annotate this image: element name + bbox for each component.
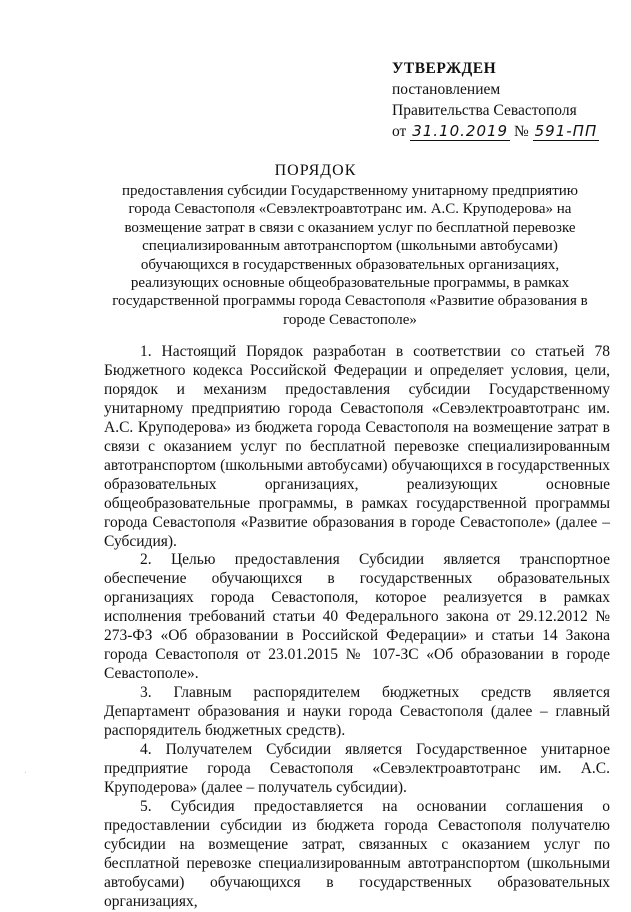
- approval-stamp: [392, 58, 612, 142]
- paragraph-3: 3. Главным распорядителем бюджетных средств является Департамент образования и науки города Севастополя (далее – главный распорядитель бюджетных средств).: [104, 684, 610, 740]
- document-body: [104, 343, 610, 912]
- number-prefix: №: [513, 123, 529, 140]
- approval-line-government: Правительства Севастополя: [392, 102, 577, 119]
- document-title: ПОРЯДОК: [274, 162, 357, 179]
- approval-line-resolution: постановлением: [392, 81, 501, 98]
- handwritten-number: 591-ПП: [534, 122, 598, 140]
- paragraph-1: 1. Настоящий Порядок разработан в соответствии со статьей 78 Бюджетного кодекса Российской Федерации и определяет условия, цели, порядок и механизм предоставления субсидии Государственному унитарному предприятию города Севастополя «Севэлектроавтотранс им. А.С. Круподерова» из бюджета города Севастополя на возмещение затрат в связи с оказанием услуг по бесплатной перевозке специализированным автотранспортом (школьными автобусами) обучающихся в государственных образовательных организациях, реализующих основные общеобразовательные программы, в рамках государственной программы города Севастополя «Развитие образования в городе Севастополе» (далее – Субсидия).: [104, 343, 610, 550]
- paragraph-5: 5. Субсидия предоставляется на основании соглашения о предоставлении субсидии из бюджета города Севастополя получателю субсидии на возмещение затрат, связанных с оказанием услуг по бесплатной перевозке специализированным автотранспортом (школьными автобусами) обучающихся в государственных образовательных организациях,: [104, 797, 610, 910]
- paragraph-4: 4. Получателем Субсидии является Государственное унитарное предприятие города Севастополя «Севэлектроавтотранс им. А.С. Круподерова» (далее – получатель субсидии).: [104, 741, 610, 796]
- approval-date-line: [392, 121, 612, 142]
- approval-title: УТВЕРЖДЕН: [392, 60, 497, 77]
- date-prefix: от: [392, 123, 407, 140]
- document-subtitle: предоставления субсидии Государственному унитарному предприятию города Севастополя «Севэлектроавтотранс им. А.С. Круподерова» на возмещение затрат в связи с оказанием услуг по бесплатной перевозке специализированным автотранспортом (школьными автобусами) обучающихся в государственных образовательных организациях, реализующих основные общеобразовательные программы, в рамках государственной программы города Севастополя «Развитие образования в городе Севастополе»: [112, 183, 588, 328]
- scan-margin-mark: ·: [24, 768, 27, 777]
- handwritten-date: 31.10.2019: [412, 122, 509, 140]
- paragraph-2: 2. Целью предоставления Субсидии является транспортное обеспечение обучающихся в государственных образовательных организациях города Севастополя, которое реализуется в рамках исполнения требований статьи 40 Федерального закона от 29.12.2012 № 273-ФЗ «Об образовании в Российской Федерации» и статьи 14 Закона города Севастополя от 23.01.2015 № 107-ЗС «Об образовании в городе Севастополе».: [104, 551, 610, 683]
